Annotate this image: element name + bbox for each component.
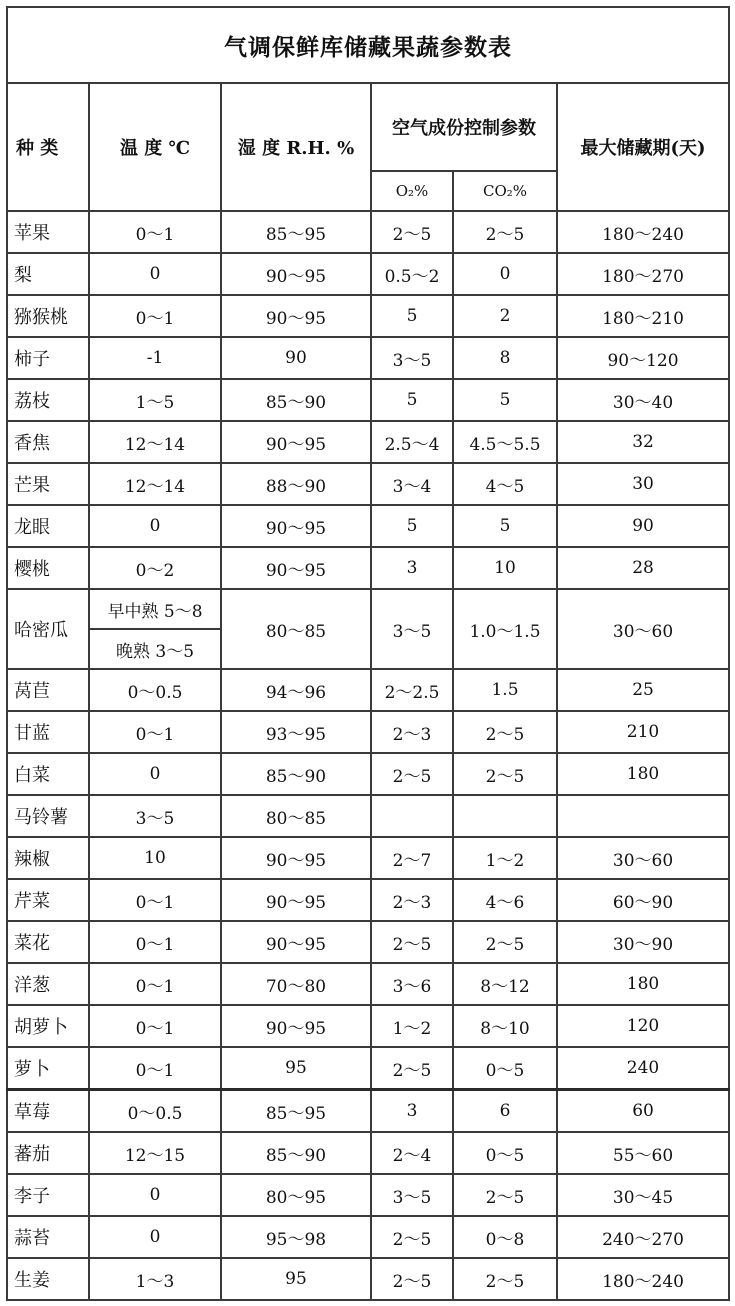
cell-humidity: 80～85 bbox=[221, 589, 371, 669]
table-row bbox=[7, 1216, 729, 1258]
cell-humidity: 90～95 bbox=[221, 421, 371, 463]
cell-temperature: 0 bbox=[89, 1216, 221, 1258]
cell-temperature: -1 bbox=[89, 337, 221, 379]
cell-temperature: 12～14 bbox=[89, 421, 221, 463]
table-row bbox=[7, 1258, 729, 1300]
header-max-period: 最大储藏期(天) bbox=[557, 83, 729, 211]
cell-max-period: 60 bbox=[557, 1090, 729, 1133]
cell-co2: 0～5 bbox=[453, 1047, 557, 1090]
cell-co2 bbox=[453, 795, 557, 837]
cell-co2: 8～12 bbox=[453, 963, 557, 1005]
table-row bbox=[7, 921, 729, 963]
cell-humidity: 80～95 bbox=[221, 1174, 371, 1216]
cell-co2: 8 bbox=[453, 337, 557, 379]
cell-co2: 2～5 bbox=[453, 1258, 557, 1300]
cell-o2: 2～3 bbox=[371, 711, 453, 753]
cell-o2: 3 bbox=[371, 547, 453, 589]
storage-parameter-table bbox=[6, 6, 730, 1301]
cell-o2: 3～5 bbox=[371, 1174, 453, 1216]
cell-o2: 2～2.5 bbox=[371, 669, 453, 711]
cell-humidity: 88～90 bbox=[221, 463, 371, 505]
header-co2: CO₂% bbox=[453, 171, 557, 211]
cell-co2: 2～5 bbox=[453, 211, 557, 253]
cell-temperature: 0 bbox=[89, 1174, 221, 1216]
cell-item-name: 草莓 bbox=[7, 1090, 89, 1133]
cell-humidity: 95 bbox=[221, 1258, 371, 1300]
cell-max-period: 180～210 bbox=[557, 295, 729, 337]
cell-item-name: 樱桃 bbox=[7, 547, 89, 589]
cell-item-name: 香焦 bbox=[7, 421, 89, 463]
cell-max-period: 180～270 bbox=[557, 253, 729, 295]
cell-max-period: 120 bbox=[557, 1005, 729, 1047]
cell-item-name: 哈密瓜 bbox=[7, 589, 89, 669]
cell-item-name: 白菜 bbox=[7, 753, 89, 795]
cell-co2: 0～8 bbox=[453, 1216, 557, 1258]
cell-temperature: 0～2 bbox=[89, 547, 221, 589]
cell-item-name: 苹果 bbox=[7, 211, 89, 253]
cell-temperature-early: 早中熟 5～8 bbox=[89, 589, 221, 629]
cell-co2: 1～2 bbox=[453, 837, 557, 879]
cell-temperature: 0～1 bbox=[89, 1047, 221, 1090]
cell-temperature: 0～1 bbox=[89, 211, 221, 253]
cell-temperature: 0～1 bbox=[89, 963, 221, 1005]
cell-humidity: 85～90 bbox=[221, 753, 371, 795]
cell-temperature: 12～14 bbox=[89, 463, 221, 505]
table-row bbox=[7, 421, 729, 463]
cell-o2: 3 bbox=[371, 1090, 453, 1133]
cell-max-period: 210 bbox=[557, 711, 729, 753]
cell-o2: 5 bbox=[371, 295, 453, 337]
cell-o2: 5 bbox=[371, 505, 453, 547]
cell-humidity: 90～95 bbox=[221, 921, 371, 963]
cell-co2: 0 bbox=[453, 253, 557, 295]
cell-co2: 5 bbox=[453, 505, 557, 547]
cell-max-period: 32 bbox=[557, 421, 729, 463]
cell-temperature: 1～3 bbox=[89, 1258, 221, 1300]
cell-humidity: 90～95 bbox=[221, 879, 371, 921]
cell-temperature: 12～15 bbox=[89, 1132, 221, 1174]
cell-co2: 1.0～1.5 bbox=[453, 589, 557, 669]
cell-humidity: 95～98 bbox=[221, 1216, 371, 1258]
cell-o2: 5 bbox=[371, 379, 453, 421]
cell-max-period bbox=[557, 795, 729, 837]
cell-temperature: 0～1 bbox=[89, 711, 221, 753]
cell-co2: 4～5 bbox=[453, 463, 557, 505]
cell-max-period: 90～120 bbox=[557, 337, 729, 379]
cell-item-name: 芒果 bbox=[7, 463, 89, 505]
cell-max-period: 55～60 bbox=[557, 1132, 729, 1174]
cell-temperature: 10 bbox=[89, 837, 221, 879]
cell-max-period: 240～270 bbox=[557, 1216, 729, 1258]
cell-o2 bbox=[371, 795, 453, 837]
table-row bbox=[7, 1005, 729, 1047]
cell-humidity: 95 bbox=[221, 1047, 371, 1090]
cell-item-name: 洋葱 bbox=[7, 963, 89, 1005]
cell-co2: 4.5～5.5 bbox=[453, 421, 557, 463]
cell-temperature: 0～0.5 bbox=[89, 669, 221, 711]
cell-humidity: 85～90 bbox=[221, 379, 371, 421]
cell-item-name: 荔枝 bbox=[7, 379, 89, 421]
cell-temperature: 0～0.5 bbox=[89, 1090, 221, 1133]
cell-humidity: 94～96 bbox=[221, 669, 371, 711]
cell-co2: 2～5 bbox=[453, 921, 557, 963]
cell-co2: 8～10 bbox=[453, 1005, 557, 1047]
cell-co2: 1.5 bbox=[453, 669, 557, 711]
cell-co2: 0～5 bbox=[453, 1132, 557, 1174]
cell-humidity: 70～80 bbox=[221, 963, 371, 1005]
cell-item-name: 萝卜 bbox=[7, 1047, 89, 1090]
cell-humidity: 85～95 bbox=[221, 1090, 371, 1133]
cell-max-period: 30～90 bbox=[557, 921, 729, 963]
cell-item-name: 生姜 bbox=[7, 1258, 89, 1300]
cell-humidity: 85～95 bbox=[221, 211, 371, 253]
cell-temperature: 3～5 bbox=[89, 795, 221, 837]
cell-item-name: 辣椒 bbox=[7, 837, 89, 879]
cell-max-period: 180～240 bbox=[557, 1258, 729, 1300]
cell-o2: 2～4 bbox=[371, 1132, 453, 1174]
table-row bbox=[7, 837, 729, 879]
cell-humidity: 90～95 bbox=[221, 253, 371, 295]
cell-co2: 2～5 bbox=[453, 711, 557, 753]
cell-o2: 2～7 bbox=[371, 837, 453, 879]
table-row bbox=[7, 547, 729, 589]
cell-temperature: 0～1 bbox=[89, 295, 221, 337]
cell-o2: 2～5 bbox=[371, 921, 453, 963]
cell-item-name: 猕猴桃 bbox=[7, 295, 89, 337]
cell-item-name: 蕃茄 bbox=[7, 1132, 89, 1174]
cell-max-period: 30～40 bbox=[557, 379, 729, 421]
header-kind: 种 类 bbox=[7, 83, 89, 211]
cell-max-period: 30～60 bbox=[557, 837, 729, 879]
header-o2: O₂% bbox=[371, 171, 453, 211]
cell-temperature: 0～1 bbox=[89, 1005, 221, 1047]
cell-o2: 2～5 bbox=[371, 1258, 453, 1300]
cell-co2: 4～6 bbox=[453, 879, 557, 921]
cell-temperature: 0 bbox=[89, 753, 221, 795]
cell-o2: 3～5 bbox=[371, 337, 453, 379]
header-humidity: 湿 度 R.H. % bbox=[221, 83, 371, 211]
cell-max-period: 180～240 bbox=[557, 211, 729, 253]
cell-item-name: 胡萝卜 bbox=[7, 1005, 89, 1047]
cell-temperature: 0～1 bbox=[89, 921, 221, 963]
cell-item-name: 梨 bbox=[7, 253, 89, 295]
cell-co2: 2～5 bbox=[453, 1174, 557, 1216]
cell-temperature: 0～1 bbox=[89, 879, 221, 921]
table-row bbox=[7, 211, 729, 253]
table-row bbox=[7, 753, 729, 795]
table-title: 气调保鲜库储藏果蔬参数表 bbox=[7, 7, 729, 83]
cell-max-period: 25 bbox=[557, 669, 729, 711]
cell-item-name: 龙眼 bbox=[7, 505, 89, 547]
cell-co2: 10 bbox=[453, 547, 557, 589]
cell-temperature: 0 bbox=[89, 253, 221, 295]
cell-humidity: 93～95 bbox=[221, 711, 371, 753]
cell-item-name: 马铃薯 bbox=[7, 795, 89, 837]
table-row bbox=[7, 1132, 729, 1174]
cell-co2: 2～5 bbox=[453, 753, 557, 795]
table-row bbox=[7, 295, 729, 337]
cell-humidity: 90 bbox=[221, 337, 371, 379]
cell-max-period: 30 bbox=[557, 463, 729, 505]
cell-item-name: 柿子 bbox=[7, 337, 89, 379]
table-row bbox=[7, 1090, 729, 1133]
cell-max-period: 240 bbox=[557, 1047, 729, 1090]
table-row bbox=[7, 711, 729, 753]
cell-max-period: 60～90 bbox=[557, 879, 729, 921]
table-row bbox=[7, 589, 729, 629]
table-row bbox=[7, 253, 729, 295]
cell-item-name: 莴苣 bbox=[7, 669, 89, 711]
cell-max-period: 28 bbox=[557, 547, 729, 589]
cell-o2: 2.5～4 bbox=[371, 421, 453, 463]
cell-item-name: 菜花 bbox=[7, 921, 89, 963]
header-gas-control: 空气成份控制参数 bbox=[371, 83, 557, 171]
table-row bbox=[7, 337, 729, 379]
cell-max-period: 180 bbox=[557, 753, 729, 795]
header-temperature: 温 度 ℃ bbox=[89, 83, 221, 211]
cell-max-period: 180 bbox=[557, 963, 729, 1005]
cell-max-period: 30～60 bbox=[557, 589, 729, 669]
cell-item-name: 芹菜 bbox=[7, 879, 89, 921]
cell-o2: 2～5 bbox=[371, 211, 453, 253]
cell-humidity: 90～95 bbox=[221, 1005, 371, 1047]
cell-item-name: 李子 bbox=[7, 1174, 89, 1216]
cell-humidity: 90～95 bbox=[221, 547, 371, 589]
cell-humidity: 90～95 bbox=[221, 505, 371, 547]
table-row bbox=[7, 669, 729, 711]
table-row bbox=[7, 963, 729, 1005]
cell-humidity: 80～85 bbox=[221, 795, 371, 837]
cell-o2: 3～6 bbox=[371, 963, 453, 1005]
cell-co2: 6 bbox=[453, 1090, 557, 1133]
cell-co2: 2 bbox=[453, 295, 557, 337]
cell-o2: 3～4 bbox=[371, 463, 453, 505]
table-row bbox=[7, 1174, 729, 1216]
cell-temperature: 1～5 bbox=[89, 379, 221, 421]
cell-o2: 3～5 bbox=[371, 589, 453, 669]
table-row bbox=[7, 379, 729, 421]
cell-humidity: 85～90 bbox=[221, 1132, 371, 1174]
cell-item-name: 蒜苔 bbox=[7, 1216, 89, 1258]
cell-o2: 1～2 bbox=[371, 1005, 453, 1047]
cell-o2: 2～3 bbox=[371, 879, 453, 921]
cell-item-name: 甘蓝 bbox=[7, 711, 89, 753]
cell-humidity: 90～95 bbox=[221, 837, 371, 879]
table-row bbox=[7, 1047, 729, 1090]
table-row bbox=[7, 795, 729, 837]
cell-max-period: 30～45 bbox=[557, 1174, 729, 1216]
cell-humidity: 90～95 bbox=[221, 295, 371, 337]
cell-o2: 0.5～2 bbox=[371, 253, 453, 295]
cell-co2: 5 bbox=[453, 379, 557, 421]
cell-o2: 2～5 bbox=[371, 1216, 453, 1258]
cell-max-period: 90 bbox=[557, 505, 729, 547]
cell-temperature: 0 bbox=[89, 505, 221, 547]
cell-o2: 2～5 bbox=[371, 753, 453, 795]
table-row bbox=[7, 505, 729, 547]
cell-temperature-late: 晚熟 3～5 bbox=[89, 629, 221, 669]
cell-o2: 2～5 bbox=[371, 1047, 453, 1090]
table-row bbox=[7, 463, 729, 505]
table-row bbox=[7, 879, 729, 921]
